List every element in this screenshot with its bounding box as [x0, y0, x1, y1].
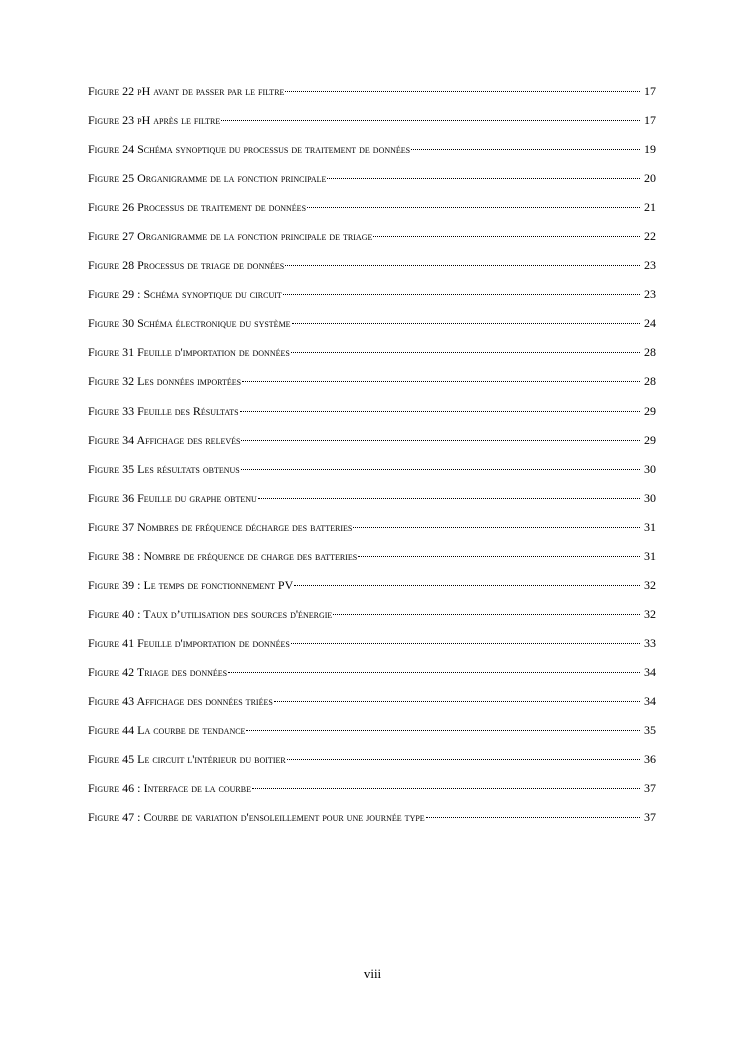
toc-entry-page: 37 [644, 781, 656, 796]
toc-entry-label: Figure 31 Feuille d'importation de données [88, 345, 290, 360]
toc-entry-label: Figure 45 Le circuit l'intérieur du boitier [88, 752, 286, 767]
toc-dot-leader [241, 430, 640, 441]
toc-entry-page: 21 [644, 200, 656, 215]
toc-entry-label: Figure 33 Feuille des Résultats [88, 403, 239, 418]
toc-dot-leader [285, 81, 640, 92]
toc-entry[interactable] [88, 370, 656, 399]
toc-entry-page: 32 [644, 577, 656, 592]
toc-entry[interactable] [88, 341, 656, 370]
toc-entry[interactable] [88, 400, 656, 429]
toc-dot-leader [221, 110, 640, 121]
toc-entry-label: Figure 42 Triage des données [88, 664, 228, 679]
toc-entry[interactable] [88, 458, 656, 487]
toc-entry-page: 35 [644, 723, 656, 738]
toc-entry-label: Figure 44 La courbe de tendance [88, 723, 246, 738]
toc-dot-leader [258, 488, 640, 499]
toc-entry-label: Figure 32 Les données importées [88, 374, 242, 389]
toc-entry-label: Figure 37 Nombres de fréquence décharge des batteries [88, 519, 353, 534]
toc-entry-page: 19 [644, 142, 656, 157]
toc-entry[interactable] [88, 632, 656, 661]
toc-entry-page: 23 [644, 287, 656, 302]
toc-dot-leader [240, 401, 640, 412]
toc-entry-label: Figure 46 : Interface de la courbe [88, 781, 251, 796]
toc-entry-label: Figure 25 Organigramme de la fonction principale [88, 171, 327, 186]
toc-entry-page: 24 [644, 316, 656, 331]
toc-dot-leader [426, 807, 640, 818]
toc-entry-label: Figure 41 Feuille d'importation de données [88, 635, 290, 650]
toc-entry-page: 29 [644, 432, 656, 447]
toc-entry[interactable] [88, 487, 656, 516]
toc-entry-label: Figure 24 Schéma synoptique du processus de traitement de données [88, 142, 411, 157]
toc-entry-page: 37 [644, 810, 656, 825]
toc-entry[interactable] [88, 312, 656, 341]
toc-dot-leader [294, 575, 640, 586]
toc-entry[interactable] [88, 138, 656, 167]
toc-entry[interactable] [88, 719, 656, 748]
toc-entry-label: Figure 39 : Le temps de fonctionnement PV [88, 577, 294, 592]
toc-entry-label: Figure 22 pH avant de passer par le filtre [88, 84, 285, 98]
toc-dot-leader [285, 255, 640, 266]
toc-dot-leader [241, 459, 640, 470]
toc-entry-label: Figure 36 Feuille du graphe obtenu [88, 490, 257, 505]
toc-dot-leader [228, 662, 640, 673]
toc-entry-page: 17 [644, 84, 656, 98]
toc-dot-leader [333, 604, 640, 615]
toc-entry-page: 31 [644, 519, 656, 534]
toc-dot-leader [291, 633, 640, 644]
toc-entry[interactable] [88, 109, 656, 138]
list-of-figures [88, 80, 656, 835]
toc-entry-page: 28 [644, 374, 656, 389]
toc-dot-leader [287, 749, 640, 760]
toc-entry[interactable] [88, 225, 656, 254]
toc-entry[interactable] [88, 283, 656, 312]
toc-dot-leader [283, 284, 640, 295]
toc-entry-page: 29 [644, 403, 656, 418]
toc-entry[interactable] [88, 574, 656, 603]
toc-dot-leader [353, 517, 640, 528]
toc-dot-leader [242, 371, 640, 382]
toc-entry[interactable] [88, 429, 656, 458]
toc-entry-page: 22 [644, 229, 656, 244]
page-number: viii [363, 966, 382, 981]
toc-entry[interactable] [88, 167, 656, 196]
toc-dot-leader [291, 342, 640, 353]
toc-entry-page: 32 [644, 606, 656, 621]
toc-dot-leader [411, 139, 640, 150]
toc-dot-leader [307, 197, 640, 208]
toc-dot-leader [274, 691, 640, 702]
toc-entry-label: Figure 40 : Taux d’utilisation des sources d'énergie [88, 606, 333, 621]
toc-entry-page: 17 [644, 113, 656, 128]
toc-entry-page: 33 [644, 635, 656, 650]
toc-entry-page: 30 [644, 490, 656, 505]
toc-entry[interactable] [88, 777, 656, 806]
toc-entry-label: Figure 27 Organigramme de la fonction principale de triage [88, 229, 373, 244]
toc-dot-leader [292, 313, 640, 324]
toc-entry-label: Figure 28 Processus de triage de données [88, 258, 285, 273]
toc-entry-label: Figure 30 Schéma électronique du système [88, 316, 291, 331]
toc-entry[interactable] [88, 80, 656, 109]
toc-entry[interactable] [88, 516, 656, 545]
toc-entry-page: 30 [644, 461, 656, 476]
toc-entry-page: 31 [644, 548, 656, 563]
toc-entry-page: 34 [644, 693, 656, 708]
toc-entry-label: Figure 29 : Schéma synoptique du circuit [88, 287, 282, 302]
toc-dot-leader [327, 168, 640, 179]
toc-entry-label: Figure 26 Processus de traitement de données [88, 200, 307, 215]
toc-dot-leader [373, 226, 640, 237]
toc-entry-page: 23 [644, 258, 656, 273]
toc-entry[interactable] [88, 661, 656, 690]
toc-entry[interactable] [88, 196, 656, 225]
toc-entry[interactable] [88, 254, 656, 283]
toc-entry-page: 28 [644, 345, 656, 360]
toc-entry-page: 34 [644, 664, 656, 679]
toc-entry-page: 36 [644, 752, 656, 767]
toc-entry[interactable] [88, 690, 656, 719]
toc-entry-label: Figure 38 : Nombre de fréquence de charge des batteries [88, 548, 358, 563]
toc-entry-label: Figure 34 Affichage des relevés [88, 432, 241, 447]
toc-entry-page: 20 [644, 171, 656, 186]
toc-dot-leader [252, 778, 640, 789]
toc-entry[interactable] [88, 545, 656, 574]
toc-entry[interactable] [88, 806, 656, 835]
toc-entry[interactable] [88, 603, 656, 632]
toc-entry-label: Figure 23 pH après le filtre [88, 113, 221, 128]
toc-entry-label: Figure 43 Affichage des données triées [88, 693, 273, 708]
toc-dot-leader [358, 546, 640, 557]
toc-entry-label: Figure 35 Les résultats obtenus [88, 461, 240, 476]
toc-entry[interactable] [88, 748, 656, 777]
toc-entry-label: Figure 47 : Courbe de variation d'ensoleillement pour une journée type [88, 810, 425, 825]
toc-dot-leader [246, 720, 640, 731]
